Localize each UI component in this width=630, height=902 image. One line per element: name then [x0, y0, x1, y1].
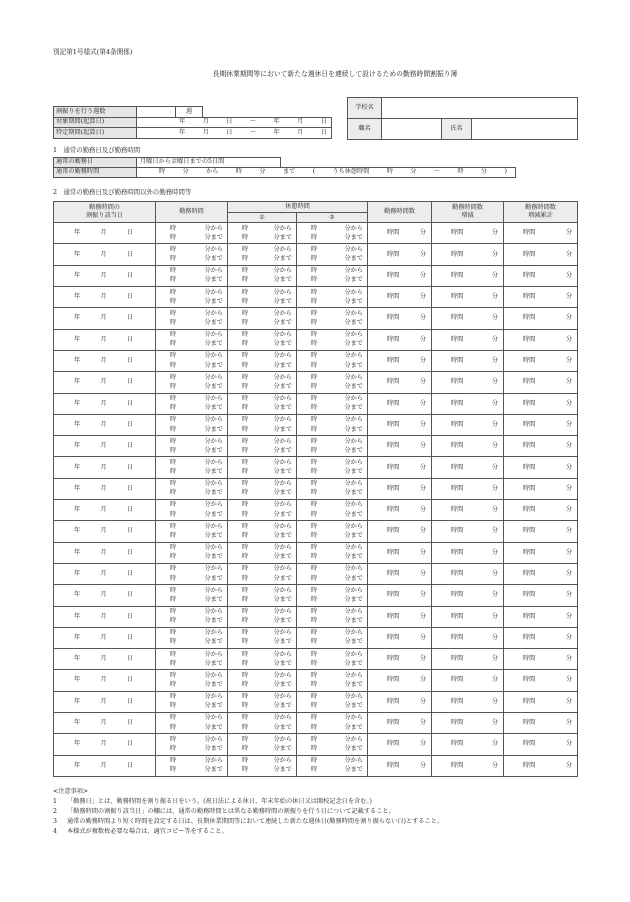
break-2-cell[interactable]: 時 分から 時 分まで — [297, 265, 368, 286]
date-cell[interactable]: 年 月 日 — [54, 329, 156, 350]
hours-count-cell[interactable]: 時間 分 — [368, 457, 432, 478]
cumulative-cell[interactable]: 時間 分 — [504, 755, 578, 776]
date-cell[interactable]: 年 月 日 — [54, 521, 156, 542]
break-1-cell[interactable]: 時 分から 時 分まで — [228, 308, 297, 329]
table-row — [54, 755, 578, 776]
work-hours-cell[interactable]: 時 分から 時 分まで — [156, 457, 228, 478]
work-hours-cell[interactable]: 時 分から 時 分まで — [156, 563, 228, 584]
date-cell[interactable]: 年 月 日 — [54, 627, 156, 648]
break-1-cell[interactable]: 時 分から 時 分まで — [228, 457, 297, 478]
break-1-cell[interactable]: 時 分から 時 分まで — [228, 542, 297, 563]
cumulative-cell[interactable]: 時間 分 — [504, 287, 578, 308]
diff-cell[interactable]: 時間 分 — [432, 606, 504, 627]
diff-cell[interactable]: 時間 分 — [432, 691, 504, 712]
cumulative-cell[interactable]: 時間 分 — [504, 521, 578, 542]
diff-cell[interactable]: 時間 分 — [432, 265, 504, 286]
break-2-cell[interactable]: 時 分から 時 分まで — [297, 350, 368, 371]
date-cell[interactable]: 年 月 日 — [54, 414, 156, 435]
table-row — [54, 414, 578, 435]
cumulative-cell[interactable]: 時間 分 — [504, 649, 578, 670]
work-hours-cell[interactable]: 時 分から 時 分まで — [156, 287, 228, 308]
diff-cell[interactable]: 時間 分 — [432, 372, 504, 393]
diff-cell[interactable]: 時間 分 — [432, 308, 504, 329]
date-cell[interactable]: 年 月 日 — [54, 649, 156, 670]
work-hours-cell[interactable]: 時 分から 時 分まで — [156, 521, 228, 542]
break-2-cell[interactable]: 時 分から 時 分まで — [297, 308, 368, 329]
cumulative-cell[interactable]: 時間 分 — [504, 606, 578, 627]
cumulative-cell[interactable]: 時間 分 — [504, 436, 578, 457]
table-row — [54, 265, 578, 286]
date-cell[interactable]: 年 月 日 — [54, 478, 156, 499]
cumulative-cell[interactable]: 時間 分 — [504, 457, 578, 478]
normal-hours-table — [53, 157, 516, 178]
break-1-cell[interactable]: 時 分から 時 分まで — [228, 372, 297, 393]
work-hours-cell[interactable]: 時 分から 時 分まで — [156, 223, 228, 244]
school-info-table — [347, 97, 578, 140]
work-hours-cell[interactable]: 時 分から 時 分まで — [156, 627, 228, 648]
date-cell[interactable]: 年 月 日 — [54, 393, 156, 414]
header-break-1: ① — [228, 212, 297, 223]
note-item: 3 通常の勤務時間より短く時間を設定する日は、長期休業期間等において連続した新たな週休日(勤務時間を割り振らない日)とすること。 — [53, 818, 444, 825]
table-row — [54, 670, 578, 691]
table-row — [54, 308, 578, 329]
diff-cell[interactable]: 時間 分 — [432, 223, 504, 244]
header-break-2: ② — [297, 212, 368, 223]
hours-count-cell[interactable]: 時間 分 — [368, 670, 432, 691]
date-cell[interactable]: 年 月 日 — [54, 563, 156, 584]
section2-heading: 2 通常の勤務日及び勤務時間以外の勤務時間等 — [53, 188, 192, 196]
work-hours-cell[interactable]: 時 分から 時 分まで — [156, 308, 228, 329]
diff-cell[interactable]: 時間 分 — [432, 350, 504, 371]
break-1-cell[interactable]: 時 分から 時 分まで — [228, 393, 297, 414]
break-2-cell[interactable]: 時 分から 時 分まで — [297, 713, 368, 734]
break-1-cell[interactable]: 時 分から 時 分まで — [228, 287, 297, 308]
position-label: 職名 — [348, 119, 382, 140]
diff-cell[interactable]: 時間 分 — [432, 436, 504, 457]
cumulative-cell[interactable]: 時間 分 — [504, 691, 578, 712]
work-hours-cell[interactable]: 時 分から 時 分まで — [156, 606, 228, 627]
table-row — [54, 436, 578, 457]
header-diff: 勤務時間数 増減 — [432, 202, 504, 223]
target-period-label: 対象期間(起算日) — [54, 117, 137, 128]
hours-count-cell[interactable]: 時間 分 — [368, 329, 432, 350]
break-2-cell[interactable]: 時 分から 時 分まで — [297, 223, 368, 244]
cumulative-cell[interactable]: 時間 分 — [504, 670, 578, 691]
hours-count-cell[interactable]: 時間 分 — [368, 478, 432, 499]
break-1-cell[interactable]: 時 分から 時 分まで — [228, 734, 297, 755]
diff-cell[interactable]: 時間 分 — [432, 329, 504, 350]
cumulative-cell[interactable]: 時間 分 — [504, 244, 578, 265]
break-2-cell[interactable]: 時 分から 時 分まで — [297, 393, 368, 414]
break-2-cell[interactable]: 時 分から 時 分まで — [297, 372, 368, 393]
table-row — [54, 563, 578, 584]
work-hours-cell[interactable]: 時 分から 時 分まで — [156, 734, 228, 755]
date-cell[interactable]: 年 月 日 — [54, 372, 156, 393]
cumulative-cell[interactable]: 時間 分 — [504, 393, 578, 414]
diff-cell[interactable]: 時間 分 — [432, 713, 504, 734]
table-row — [54, 244, 578, 265]
schedule-table — [53, 201, 578, 777]
date-cell[interactable]: 年 月 日 — [54, 500, 156, 521]
date-cell[interactable]: 年 月 日 — [54, 691, 156, 712]
cumulative-cell[interactable]: 時間 分 — [504, 372, 578, 393]
break-2-cell[interactable]: 時 分から 時 分まで — [297, 414, 368, 435]
work-hours-cell[interactable]: 時 分から 時 分まで — [156, 478, 228, 499]
break-1-cell[interactable]: 時 分から 時 分まで — [228, 521, 297, 542]
work-hours-cell[interactable]: 時 分から 時 分まで — [156, 265, 228, 286]
hours-count-cell[interactable]: 時間 分 — [368, 287, 432, 308]
hours-count-cell[interactable]: 時間 分 — [368, 414, 432, 435]
table-row — [54, 329, 578, 350]
break-1-cell[interactable]: 時 分から 時 分まで — [228, 436, 297, 457]
hours-count-cell[interactable]: 時間 分 — [368, 393, 432, 414]
diff-cell[interactable]: 時間 分 — [432, 521, 504, 542]
work-hours-cell[interactable]: 時 分から 時 分まで — [156, 244, 228, 265]
hours-count-cell[interactable]: 時間 分 — [368, 627, 432, 648]
table-row — [54, 713, 578, 734]
break-2-cell[interactable]: 時 分から 時 分まで — [297, 627, 368, 648]
work-hours-cell[interactable]: 時 分から 時 分まで — [156, 350, 228, 371]
specific-period-field[interactable]: 年 月 日 ～ 年 月 日 — [137, 128, 332, 139]
period-info-table — [53, 106, 332, 139]
diff-cell[interactable]: 時間 分 — [432, 627, 504, 648]
date-cell[interactable]: 年 月 日 — [54, 436, 156, 457]
table-row — [54, 223, 578, 244]
table-row — [54, 287, 578, 308]
section1-heading: 1 通常の勤務日及び勤務時間 — [53, 146, 141, 154]
break-1-cell[interactable]: 時 分から 時 分まで — [228, 670, 297, 691]
work-hours-cell[interactable]: 時 分から 時 分まで — [156, 436, 228, 457]
school-name-input[interactable] — [382, 98, 578, 119]
diff-cell[interactable]: 時間 分 — [432, 414, 504, 435]
header-hours-count: 勤務時間数 — [368, 202, 432, 223]
table-row — [54, 521, 578, 542]
workdays-value: 月曜日から金曜日までの5日間 — [137, 158, 281, 168]
work-hours-cell[interactable]: 時 分から 時 分まで — [156, 670, 228, 691]
diff-cell[interactable]: 時間 分 — [432, 500, 504, 521]
hours-count-cell[interactable]: 時間 分 — [368, 563, 432, 584]
break-1-cell[interactable]: 時 分から 時 分まで — [228, 755, 297, 776]
break-1-cell[interactable]: 時 分から 時 分まで — [228, 713, 297, 734]
break-1-cell[interactable]: 時 分から 時 分まで — [228, 329, 297, 350]
table-row — [54, 393, 578, 414]
break-1-cell[interactable]: 時 分から 時 分まで — [228, 606, 297, 627]
cumulative-cell[interactable]: 時間 分 — [504, 414, 578, 435]
break-1-cell[interactable]: 時 分から 時 分まで — [228, 500, 297, 521]
cumulative-cell[interactable]: 時間 分 — [504, 350, 578, 371]
diff-cell[interactable]: 時間 分 — [432, 287, 504, 308]
cumulative-cell[interactable]: 時間 分 — [504, 265, 578, 286]
date-cell[interactable]: 年 月 日 — [54, 244, 156, 265]
cumulative-cell[interactable]: 時間 分 — [504, 329, 578, 350]
break-2-cell[interactable]: 時 分から 時 分まで — [297, 436, 368, 457]
date-cell[interactable]: 年 月 日 — [54, 350, 156, 371]
workdays-label: 通常の勤務日 — [54, 158, 137, 168]
diff-cell[interactable]: 時間 分 — [432, 478, 504, 499]
date-cell[interactable]: 年 月 日 — [54, 308, 156, 329]
break-2-cell[interactable]: 時 分から 時 分まで — [297, 734, 368, 755]
break-2-cell[interactable]: 時 分から 時 分まで — [297, 585, 368, 606]
break-1-cell[interactable]: 時 分から 時 分まで — [228, 649, 297, 670]
table-row — [54, 372, 578, 393]
cumulative-cell[interactable]: 時間 分 — [504, 308, 578, 329]
table-row — [54, 457, 578, 478]
break-2-cell[interactable]: 時 分から 時 分まで — [297, 649, 368, 670]
hours-count-cell[interactable]: 時間 分 — [368, 265, 432, 286]
hours-count-cell[interactable]: 時間 分 — [368, 755, 432, 776]
document-title: 長期休業期間等において新たな週休日を連続して設けるための勤務時間割振り簿 — [212, 70, 458, 78]
diff-cell[interactable]: 時間 分 — [432, 755, 504, 776]
hours-count-cell[interactable]: 時間 分 — [368, 308, 432, 329]
table-row — [54, 542, 578, 563]
break-2-cell[interactable]: 時 分から 時 分まで — [297, 457, 368, 478]
break-1-cell[interactable]: 時 分から 時 分まで — [228, 265, 297, 286]
cumulative-cell[interactable]: 時間 分 — [504, 563, 578, 584]
date-cell[interactable]: 年 月 日 — [54, 734, 156, 755]
diff-cell[interactable]: 時間 分 — [432, 457, 504, 478]
work-hours-cell[interactable]: 時 分から 時 分まで — [156, 755, 228, 776]
table-row — [54, 606, 578, 627]
table-row — [54, 649, 578, 670]
note-item: 4 本様式が複数枚必要な場合は、適宜コピー等をすること。 — [53, 828, 228, 835]
cumulative-cell[interactable]: 時間 分 — [504, 627, 578, 648]
diff-cell[interactable]: 時間 分 — [432, 670, 504, 691]
break-2-cell[interactable]: 時 分から 時 分まで — [297, 521, 368, 542]
diff-cell[interactable]: 時間 分 — [432, 244, 504, 265]
work-hours-cell[interactable]: 時 分から 時 分まで — [156, 414, 228, 435]
name-label: 氏名 — [442, 119, 472, 140]
note-item: 2 「勤務時間の割振り該当日」の欄には、通常の勤務時間とは異なる勤務時間の割振りを行う日について記載すること。 — [53, 808, 395, 815]
hours-count-cell[interactable]: 時間 分 — [368, 585, 432, 606]
header-break: 休憩時間 — [228, 202, 368, 213]
work-hours-cell[interactable]: 時 分から 時 分まで — [156, 372, 228, 393]
note-item: 1 「勤務日」とは、勤務時間を割り振る日をいう。(祝日法による休日、年末年始の休日又は開校記念日を含む。) — [53, 798, 372, 805]
hours-count-cell[interactable]: 時間 分 — [368, 244, 432, 265]
work-hours-cell[interactable]: 時 分から 時 分まで — [156, 713, 228, 734]
break-2-cell[interactable]: 時 分から 時 分まで — [297, 287, 368, 308]
break-1-cell[interactable]: 時 分から 時 分まで — [228, 223, 297, 244]
break-1-cell[interactable]: 時 分から 時 分まで — [228, 244, 297, 265]
hours-count-cell[interactable]: 時間 分 — [368, 350, 432, 371]
break-2-cell[interactable]: 時 分から 時 分まで — [297, 563, 368, 584]
form-number: 別記第1号様式(第4条関係) — [53, 48, 133, 56]
cumulative-cell[interactable]: 時間 分 — [504, 713, 578, 734]
notes-heading: <注意事項> — [53, 788, 89, 795]
work-hours-cell[interactable]: 時 分から 時 分まで — [156, 542, 228, 563]
hours-count-cell[interactable]: 時間 分 — [368, 223, 432, 244]
cumulative-cell[interactable]: 時間 分 — [504, 542, 578, 563]
break-2-cell[interactable]: 時 分から 時 分まで — [297, 670, 368, 691]
hours-count-cell[interactable]: 時間 分 — [368, 713, 432, 734]
hours-count-cell[interactable]: 時間 分 — [368, 436, 432, 457]
date-cell[interactable]: 年 月 日 — [54, 606, 156, 627]
header-work-hours: 勤務時間 — [156, 202, 228, 223]
table-row — [54, 350, 578, 371]
cumulative-cell[interactable]: 時間 分 — [504, 223, 578, 244]
header-cumulative: 勤務時間数 増減累計 — [504, 202, 578, 223]
break-1-cell[interactable]: 時 分から 時 分まで — [228, 350, 297, 371]
date-cell[interactable]: 年 月 日 — [54, 713, 156, 734]
hours-count-cell[interactable]: 時間 分 — [368, 500, 432, 521]
cumulative-cell[interactable]: 時間 分 — [504, 478, 578, 499]
break-1-cell[interactable]: 時 分から 時 分まで — [228, 585, 297, 606]
work-hours-cell[interactable]: 時 分から 時 分まで — [156, 649, 228, 670]
table-row — [54, 627, 578, 648]
diff-cell[interactable]: 時間 分 — [432, 563, 504, 584]
date-cell[interactable]: 年 月 日 — [54, 670, 156, 691]
hours-count-cell[interactable]: 時間 分 — [368, 691, 432, 712]
weeks-label: 割振りを行う週数 — [54, 107, 137, 118]
cumulative-cell[interactable]: 時間 分 — [504, 500, 578, 521]
table-row — [54, 691, 578, 712]
date-cell[interactable]: 年 月 日 — [54, 542, 156, 563]
break-2-cell[interactable]: 時 分から 時 分まで — [297, 244, 368, 265]
table-row — [54, 734, 578, 755]
cumulative-cell[interactable]: 時間 分 — [504, 585, 578, 606]
date-cell[interactable]: 年 月 日 — [54, 287, 156, 308]
hours-count-cell[interactable]: 時間 分 — [368, 649, 432, 670]
school-name-label: 学校名 — [348, 98, 382, 119]
weeks-unit: 週 — [176, 107, 203, 118]
break-1-cell[interactable]: 時 分から 時 分まで — [228, 691, 297, 712]
hours-count-cell[interactable]: 時間 分 — [368, 734, 432, 755]
break-2-cell[interactable]: 時 分から 時 分まで — [297, 329, 368, 350]
hours-label: 通常の勤務時間 — [54, 168, 137, 178]
diff-cell[interactable]: 時間 分 — [432, 585, 504, 606]
break-1-cell[interactable]: 時 分から 時 分まで — [228, 478, 297, 499]
work-hours-cell[interactable]: 時 分から 時 分まで — [156, 585, 228, 606]
hours-count-cell[interactable]: 時間 分 — [368, 521, 432, 542]
hours-count-cell[interactable]: 時間 分 — [368, 542, 432, 563]
table-row — [54, 478, 578, 499]
hours-field[interactable]: 時 分 から 時 分 まで ( うち休憩時間 時 分 ～ 時 分 ) — [137, 168, 516, 178]
table-row — [54, 500, 578, 521]
work-hours-cell[interactable]: 時 分から 時 分まで — [156, 329, 228, 350]
work-hours-cell[interactable]: 時 分から 時 分まで — [156, 500, 228, 521]
header-date: 勤務時間の 割振り該当日 — [54, 202, 156, 223]
name-input[interactable] — [472, 119, 578, 140]
break-2-cell[interactable]: 時 分から 時 分まで — [297, 478, 368, 499]
break-2-cell[interactable]: 時 分から 時 分まで — [297, 755, 368, 776]
target-period-field[interactable]: 年 月 日 ～ 年 月 日 — [137, 117, 332, 128]
position-input[interactable] — [382, 119, 442, 140]
date-cell[interactable]: 年 月 日 — [54, 457, 156, 478]
cumulative-cell[interactable]: 時間 分 — [504, 734, 578, 755]
break-2-cell[interactable]: 時 分から 時 分まで — [297, 606, 368, 627]
diff-cell[interactable]: 時間 分 — [432, 542, 504, 563]
date-cell[interactable]: 年 月 日 — [54, 755, 156, 776]
break-1-cell[interactable]: 時 分から 時 分まで — [228, 563, 297, 584]
hours-count-cell[interactable]: 時間 分 — [368, 606, 432, 627]
hours-count-cell[interactable]: 時間 分 — [368, 372, 432, 393]
diff-cell[interactable]: 時間 分 — [432, 734, 504, 755]
break-1-cell[interactable]: 時 分から 時 分まで — [228, 627, 297, 648]
diff-cell[interactable]: 時間 分 — [432, 393, 504, 414]
diff-cell[interactable]: 時間 分 — [432, 649, 504, 670]
weeks-input[interactable] — [137, 107, 176, 118]
table-row — [54, 585, 578, 606]
break-1-cell[interactable]: 時 分から 時 分まで — [228, 414, 297, 435]
break-2-cell[interactable]: 時 分から 時 分まで — [297, 691, 368, 712]
work-hours-cell[interactable]: 時 分から 時 分まで — [156, 393, 228, 414]
date-cell[interactable]: 年 月 日 — [54, 223, 156, 244]
notes-section — [53, 787, 443, 837]
specific-period-label: 特定期間(起算日) — [54, 128, 137, 139]
work-hours-cell[interactable]: 時 分から 時 分まで — [156, 691, 228, 712]
break-2-cell[interactable]: 時 分から 時 分まで — [297, 542, 368, 563]
date-cell[interactable]: 年 月 日 — [54, 585, 156, 606]
break-2-cell[interactable]: 時 分から 時 分まで — [297, 500, 368, 521]
date-cell[interactable]: 年 月 日 — [54, 265, 156, 286]
